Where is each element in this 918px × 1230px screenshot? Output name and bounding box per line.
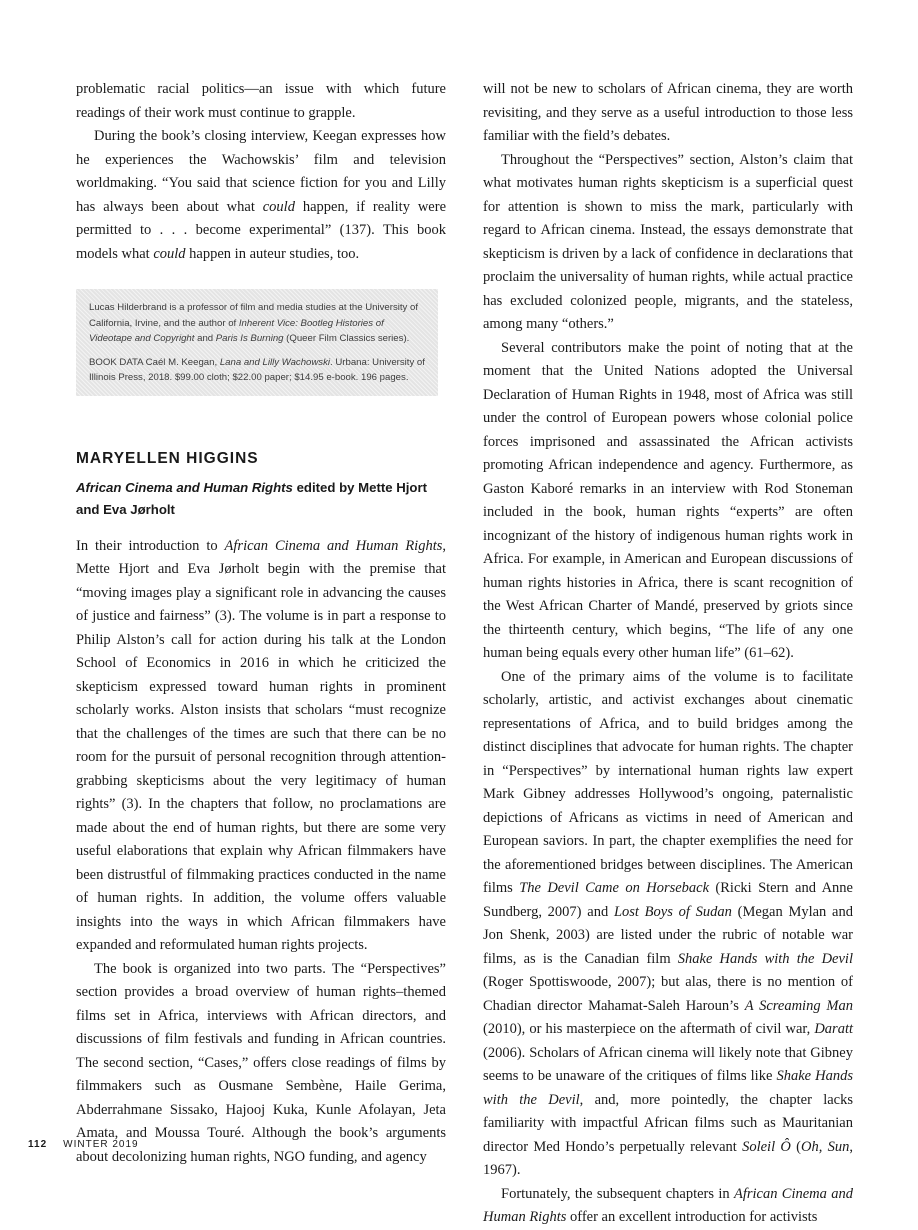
body-paragraph: The book is organized into two parts. The “Perspectives” section provides a broad overview of human rights–themed films set in Africa, interviews with African directors, and discussions of film festivals and funding in African countries. The second section, “Cases,” offers close readings of films by filmmakers such as Ousmane Sembène, Haile Gerima, Abderrahmane Sissako, Hajooj Kuka, Kunle Afolayan, Jeta Amata, and Moussa Touré. Although the book’s arguments about decolonizing human rights, NGO funding, and agency	[76, 960, 446, 1165]
right-column	[483, 78, 853, 1230]
body-paragraph: Throughout the “Perspectives” section, Alston’s claim that what motivates human rights skepticism is a superficial quest for attention is shown to miss the mark, particularly with regard to African cinema. Instead, the essays demonstrate that skepticism is driven by a lack of confidence in declarations that proclaim the universality of human rights, while actual practice has excluded colonized people, migrants, and the stateless, among many “others.”	[483, 151, 853, 332]
body-paragraph: In their introduction to African Cinema and Human Rights, Mette Hjort and Eva Jørholt begin with the premise that “moving images play a significant role in advancing the causes of justice and fairness” (3). The volume is in part a response to Philip Alston’s call for action during his talk at the London School of Economics in 2016 in which he criticized the skepticism expressed toward human rights in prominent scholarly works. Alston insists that scholars “must recognize that the challenges of the times are such that there can be no room for the pursuit of personal recognition through attention-grabbing skepticisms about the very legitimacy of human rights” (3). In the chapters that follow, no proclamations are made about the end of human rights, but there are some very useful elaborations that explain why African filmmakers have been distrustful of filmmaking practices conducted in the name of human rights. In addition, the volume offers valuable insights into the ways in which African filmmakers have expanded and reformulated human rights projects.	[76, 537, 446, 953]
issue-label: WINTER 2019	[63, 1139, 139, 1150]
review-book-title: African Cinema and Human Rights edited by Mette Hjort and Eva Jørholt	[76, 479, 427, 517]
page-number: 112	[28, 1139, 48, 1150]
reviewer-bio-box	[76, 289, 438, 396]
reviewer-name: MARYELLEN HIGGINS	[76, 449, 259, 467]
body-paragraph: One of the primary aims of the volume is to facilitate scholarly, artistic, and activist exchanges about cinematic representations of Africa, and to build bridges among the distinct disciplines that advocate for human rights. The chapter in “Perspectives” by international human rights law expert Mark Gibney addresses Hollywood’s ongoing, paternalistic depictions of Africans as victims in need of American and European saviors. In part, the chapter exemplifies the need for the aforementioned bridges between disciplines. The American films The Devil Came on Horseback (Ricki Stern and Anne Sundberg, 2007) and Lost Boys of Sudan (Megan Mylan and Jon Shenk, 2003) are listed under the rubric of notable war films, as is the Canadian film Shake Hands with the Devil (Roger Spottiswoode, 2007); but alas, there is no mention of Chadian director Mahamat-Saleh Haroun’s A Screaming Man (2010), or his masterpiece on the aftermath of civil war, Daratt (2006). Scholars of African cinema will likely note that Gibney seems to be unaware of the critiques of films like Shake Hands with the Devil, and, more pointedly, the chapter lacks familiarity with impactful African films such as Mauritanian director Med Hondo’s perpetually relevant Soleil Ô (Oh, Sun, 1967).	[483, 668, 853, 1178]
body-paragraph: problematic racial politics—an issue with which future readings of their work must continue to grapple.	[76, 81, 446, 121]
body-paragraph: Fortunately, the subsequent chapters in African Cinema and Human Rights offer an excellent introduction for activists	[483, 1185, 853, 1225]
book-data: BOOK DATA Caél M. Keegan, Lana and Lilly Wachowski. Urbana: University of Illinois Press, 2018. $99.00 cloth; $22.00 paper; $14.95 e-book. 196 pages.	[89, 356, 425, 383]
author-bio: Lucas Hilderbrand is a professor of film and media studies at the University of California, Irvine, and the author of Inherent Vice: Bootleg Histories of Videotape and Copyright and Paris Is Burning (Queer Film Classics series).	[89, 302, 419, 344]
body-paragraph: will not be new to scholars of African cinema, they are worth revisiting, and they serve as a useful introduction to those less familiar with the field’s debates.	[483, 81, 853, 144]
left-column	[76, 78, 446, 1169]
body-paragraph: During the book’s closing interview, Keegan expresses how he experiences the Wachowskis’ film and television worldmaking. “You said that science fiction for you and Lilly has always been about what could happen, if reality were permitted to . . . become experimental” (137). This book models what could happen in auteur studies, too.	[76, 128, 447, 262]
body-paragraph: Several contributors make the point of noting that at the moment that the United Nations adopted the Universal Declaration of Human Rights in 1948, most of Africa was still under the control of European powers whose colonial police forces imprisoned and assassinated the African activists promoting African independence and agency. Furthermore, as Gaston Kaboré remarks in an interview with Rod Stoneman included in the book, human rights “experts” are often incognizant of the history of indigenous human rights work in Africa. For example, in American and European discussions of human rights histories in Africa, there is scant recognition of the West African Charter of Mandé, preserved by griots since the thirteenth century, which begins, “The life of any one human being equals every other human life” (61–62).	[483, 339, 853, 661]
page-footer	[28, 1139, 139, 1150]
